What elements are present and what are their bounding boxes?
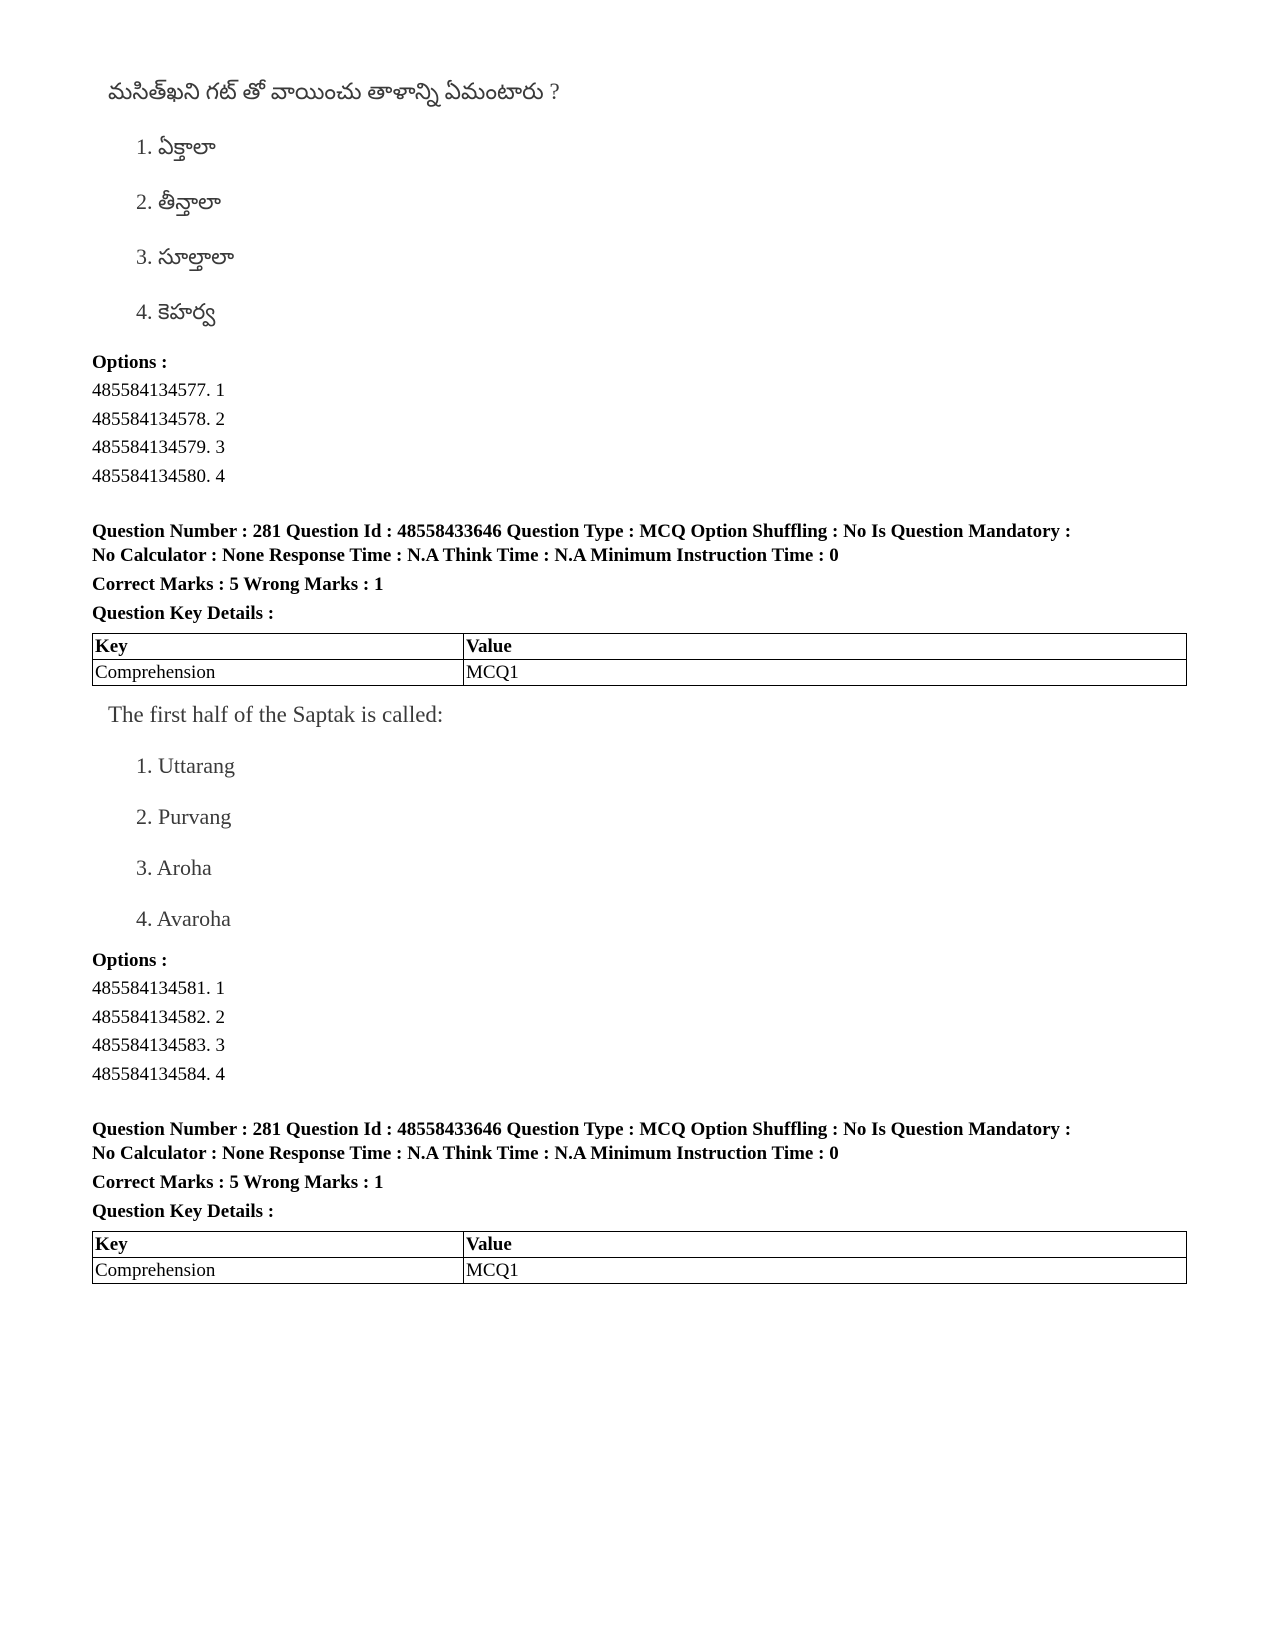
table-header-row bbox=[93, 634, 1187, 660]
table-header-row bbox=[93, 1232, 1187, 1258]
options-block bbox=[92, 348, 225, 491]
option-line: 485584134582. 2 bbox=[92, 1006, 225, 1028]
option-line: 485584134578. 2 bbox=[92, 408, 225, 430]
question-meta-line: No Calculator : None Response Time : N.A Think Time : N.A Minimum Instruction Time : 0 bbox=[92, 545, 839, 566]
options-label: Options : bbox=[92, 352, 168, 373]
key-details-label: Question Key Details : bbox=[92, 1201, 275, 1222]
choice-item: 2. తీన్తాలా bbox=[136, 189, 222, 214]
table-row bbox=[93, 660, 1187, 686]
marks-line: Correct Marks : 5 Wrong Marks : 1 bbox=[92, 1172, 384, 1193]
key-details-label: Question Key Details : bbox=[92, 603, 275, 624]
table-cell: Comprehension bbox=[93, 660, 464, 686]
question-meta bbox=[92, 520, 1192, 628]
option-line: 485584134580. 4 bbox=[92, 465, 225, 487]
option-line: 485584134577. 1 bbox=[92, 380, 225, 401]
table-cell: MCQ1 bbox=[464, 660, 1187, 686]
choice-item: 3. సూల్తాలా bbox=[136, 244, 235, 269]
option-line: 485584134579. 3 bbox=[92, 437, 225, 458]
question-image-telugu bbox=[108, 77, 560, 327]
question-meta-line: Question Number : 281 Question Id : 48558433646 Question Type : MCQ Option Shuffling : No Is Question Mandatory : bbox=[92, 1119, 1072, 1140]
marks-line: Correct Marks : 5 Wrong Marks : 1 bbox=[92, 574, 384, 595]
question-text: మసిత్‌ఖని గట్ తో వాయించు తాళాన్ని ఏమంటారు ? bbox=[108, 79, 560, 104]
option-line: 485584134581. 1 bbox=[92, 978, 225, 999]
option-line: 485584134584. 4 bbox=[92, 1063, 225, 1085]
table-header-cell: Key bbox=[93, 1232, 464, 1258]
choice-item: 4. Avaroha bbox=[136, 906, 231, 931]
key-value-table bbox=[92, 633, 1187, 686]
option-line: 485584134583. 3 bbox=[92, 1035, 225, 1056]
key-value-table bbox=[92, 1231, 1187, 1284]
table-header-cell: Value bbox=[464, 634, 1187, 660]
choice-item: 1. Uttarang bbox=[136, 753, 235, 778]
options-label: Options : bbox=[92, 950, 168, 971]
options-block bbox=[92, 946, 225, 1089]
question-meta-line: Question Number : 281 Question Id : 48558433646 Question Type : MCQ Option Shuffling : No Is Question Mandatory : bbox=[92, 521, 1072, 542]
choice-item: 3. Aroha bbox=[136, 855, 212, 880]
choice-item: 2. Purvang bbox=[136, 804, 232, 829]
table-header-cell: Value bbox=[464, 1232, 1187, 1258]
table-cell: Comprehension bbox=[93, 1258, 464, 1284]
question-text: The first half of the Saptak is called: bbox=[108, 702, 444, 727]
table-cell: MCQ1 bbox=[464, 1258, 1187, 1284]
choice-item: 4. కెహర్వ bbox=[136, 299, 216, 324]
table-header-cell: Key bbox=[93, 634, 464, 660]
table-row bbox=[93, 1258, 1187, 1284]
question-meta-line: No Calculator : None Response Time : N.A Think Time : N.A Minimum Instruction Time : 0 bbox=[92, 1143, 839, 1164]
choice-item: 1. ఏక్తాలా bbox=[136, 134, 216, 159]
question-image-english bbox=[108, 700, 443, 934]
question-meta bbox=[92, 1118, 1192, 1226]
